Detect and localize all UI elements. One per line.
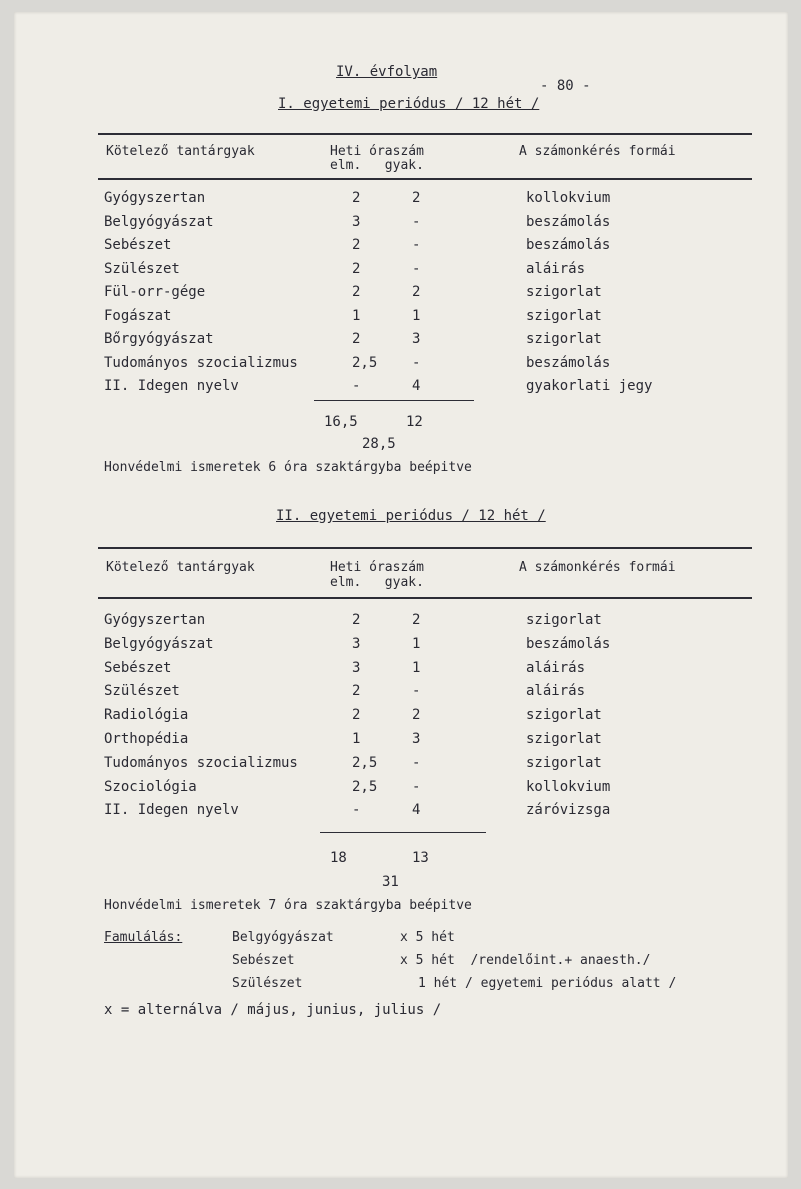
table2-elm-cell: 2 xyxy=(352,707,361,724)
famulalas-subject: Szülészet xyxy=(232,976,303,991)
table1-sum-rule xyxy=(314,400,474,401)
table2-form-cell: szigorlat xyxy=(526,754,602,771)
table2-defense-note: Honvédelmi ismeretek 7 óra szaktárgyba beépitve xyxy=(104,898,472,913)
period2-title: II. egyetemi periódus / 12 hét / xyxy=(276,508,546,524)
table2-col-hours-sub: elm. gyak. xyxy=(330,575,424,590)
table1-elm-cell: 3 xyxy=(352,213,361,230)
table2-header-rule xyxy=(98,597,752,599)
table1-subject-cell: Fül-orr-gége xyxy=(104,284,206,300)
table2-total: 31 xyxy=(382,874,399,890)
table1-elm-cell: - xyxy=(352,378,361,394)
table1-subject-cell: Szülészet xyxy=(104,260,180,277)
table1-gyak-cell: 2 xyxy=(412,190,421,206)
table2-subject-cell: II. Idegen nyelv xyxy=(104,802,239,819)
table2-sum-gyak: 13 xyxy=(412,850,429,866)
table2-form-cell: aláirás xyxy=(526,683,586,700)
table2-gyak-cell: 4 xyxy=(412,802,421,819)
table1-sum-elm: 16,5 xyxy=(324,414,358,430)
table1-form-cell: beszámolás xyxy=(526,237,611,253)
table2-gyak-cell: - xyxy=(412,778,421,795)
table1-row xyxy=(14,378,788,398)
table1-gyak-cell: - xyxy=(412,260,421,277)
table2-top-rule xyxy=(98,547,752,549)
table1-elm-cell: 1 xyxy=(352,307,361,324)
table1-col-subject: Kötelező tantárgyak xyxy=(106,144,255,159)
table2-elm-cell: 2,5 xyxy=(352,754,378,771)
table1-gyak-cell: - xyxy=(412,213,421,230)
table2-subject-cell: Gyógyszertan xyxy=(104,612,206,628)
table2-subject-cell: Szülészet xyxy=(104,683,180,700)
table2-subject-cell: Tudományos szocializmus xyxy=(104,754,298,771)
table1-gyak-cell: 2 xyxy=(412,284,421,300)
table1-form-cell: gyakorlati jegy xyxy=(526,378,653,394)
table1-elm-cell: 2 xyxy=(352,284,361,300)
table1-row xyxy=(14,237,788,257)
table1-gyak-cell: - xyxy=(412,354,421,371)
table1-top-rule xyxy=(98,133,752,135)
table1-form-cell: aláirás xyxy=(526,260,586,277)
period1-title: I. egyetemi periódus / 12 hét / xyxy=(278,96,540,112)
table2-sum-rule xyxy=(320,832,486,833)
page-number: - 80 - xyxy=(540,78,591,94)
table1-elm-cell: 2 xyxy=(352,331,361,347)
table2-row xyxy=(14,731,788,751)
table2-elm-cell: 3 xyxy=(352,659,361,676)
table1-col-assessment: A számonkérés formái xyxy=(519,144,676,159)
table2-gyak-cell: 1 xyxy=(412,659,421,676)
table1-row xyxy=(14,355,788,375)
table2-elm-cell: 2 xyxy=(352,612,361,628)
table2-row xyxy=(14,755,788,775)
table1-form-cell: szigorlat xyxy=(526,331,602,347)
table1-col-hours-sub: elm. gyak. xyxy=(330,158,424,173)
table1-subject-cell: Belgyógyászat xyxy=(104,213,214,230)
table2-subject-cell: Orthopédia xyxy=(104,731,189,747)
table1-elm-cell: 2 xyxy=(352,190,361,206)
table2-col-subject: Kötelező tantárgyak xyxy=(106,560,255,575)
table2-row xyxy=(14,683,788,703)
table1-form-cell: beszámolás xyxy=(526,213,611,230)
table1-row xyxy=(14,284,788,304)
table1-elm-cell: 2 xyxy=(352,260,361,277)
table1-subject-cell: Sebészet xyxy=(104,237,172,253)
table1-form-cell: szigorlat xyxy=(526,284,602,300)
table1-row xyxy=(14,331,788,351)
table1-row xyxy=(14,261,788,281)
famulalas-detail: x 5 hét xyxy=(400,930,455,945)
table2-form-cell: szigorlat xyxy=(526,707,602,724)
table1-row xyxy=(14,214,788,234)
table2-subject-cell: Sebészet xyxy=(104,659,172,676)
table1-defense-note: Honvédelmi ismeretek 6 óra szaktárgyba beépitve xyxy=(104,460,472,475)
table2-form-cell: kollokvium xyxy=(526,778,611,795)
table2-elm-cell: 2,5 xyxy=(352,778,378,795)
table1-sum-gyak: 12 xyxy=(406,414,423,430)
famulalas-subject: Sebészet xyxy=(232,953,295,968)
table1-form-cell: szigorlat xyxy=(526,307,602,324)
table2-gyak-cell: - xyxy=(412,754,421,771)
table1-row xyxy=(14,308,788,328)
table2-elm-cell: 3 xyxy=(352,635,361,652)
table1-gyak-cell: - xyxy=(412,237,421,253)
table2-gyak-cell: 3 xyxy=(412,731,421,747)
table1-subject-cell: Fogászat xyxy=(104,307,172,324)
table1-gyak-cell: 1 xyxy=(412,307,421,324)
table1-row xyxy=(14,190,788,210)
table2-gyak-cell: 1 xyxy=(412,635,421,652)
table1-form-cell: kollokvium xyxy=(526,190,611,206)
document-page xyxy=(14,12,788,1178)
table2-form-cell: záróvizsga xyxy=(526,802,611,819)
table2-row xyxy=(14,779,788,799)
table2-elm-cell: 1 xyxy=(352,731,361,747)
table2-row xyxy=(14,707,788,727)
table2-subject-cell: Szociológia xyxy=(104,778,197,795)
famulalas-detail: 1 hét / egyetemi periódus alatt / xyxy=(418,976,677,991)
table2-form-cell: beszámolás xyxy=(526,635,611,652)
table1-form-cell: beszámolás xyxy=(526,354,611,371)
table1-subject-cell: II. Idegen nyelv xyxy=(104,378,239,394)
table2-gyak-cell: 2 xyxy=(412,707,421,724)
table1-subject-cell: Tudományos szocializmus xyxy=(104,354,298,371)
table1-elm-cell: 2 xyxy=(352,237,361,253)
table1-gyak-cell: 3 xyxy=(412,331,421,347)
table2-form-cell: szigorlat xyxy=(526,612,602,628)
table2-gyak-cell: 2 xyxy=(412,612,421,628)
table1-subject-cell: Gyógyszertan xyxy=(104,190,206,206)
famulalas-label: Famulálás: xyxy=(104,930,183,945)
table1-elm-cell: 2,5 xyxy=(352,354,378,371)
table1-subject-cell: Bőrgyógyászat xyxy=(104,331,214,347)
table2-row xyxy=(14,660,788,680)
famulalas-subject: Belgyógyászat xyxy=(232,930,334,945)
table2-row xyxy=(14,636,788,656)
table2-row xyxy=(14,612,788,632)
famulalas-detail: x 5 hét /rendelőint.+ anaesth./ xyxy=(400,953,651,968)
table2-col-hours: Heti óraszám xyxy=(330,560,424,575)
table2-row xyxy=(14,802,788,822)
table2-sum-elm: 18 xyxy=(330,850,347,866)
table2-gyak-cell: - xyxy=(412,683,421,700)
table1-gyak-cell: 4 xyxy=(412,378,421,394)
table2-subject-cell: Radiológia xyxy=(104,707,189,724)
table2-col-assessment: A számonkérés formái xyxy=(519,560,676,575)
table2-elm-cell: 2 xyxy=(352,683,361,700)
table2-form-cell: szigorlat xyxy=(526,731,602,747)
table2-elm-cell: - xyxy=(352,802,361,819)
table1-header-rule xyxy=(98,178,752,180)
table2-subject-cell: Belgyógyászat xyxy=(104,635,214,652)
table1-total: 28,5 xyxy=(362,436,396,452)
table1-col-hours: Heti óraszám xyxy=(330,144,424,159)
footer-note: x = alternálva / május, junius, julius / xyxy=(104,1002,442,1018)
year-title: IV. évfolyam xyxy=(336,64,438,80)
table2-form-cell: aláirás xyxy=(526,659,586,676)
